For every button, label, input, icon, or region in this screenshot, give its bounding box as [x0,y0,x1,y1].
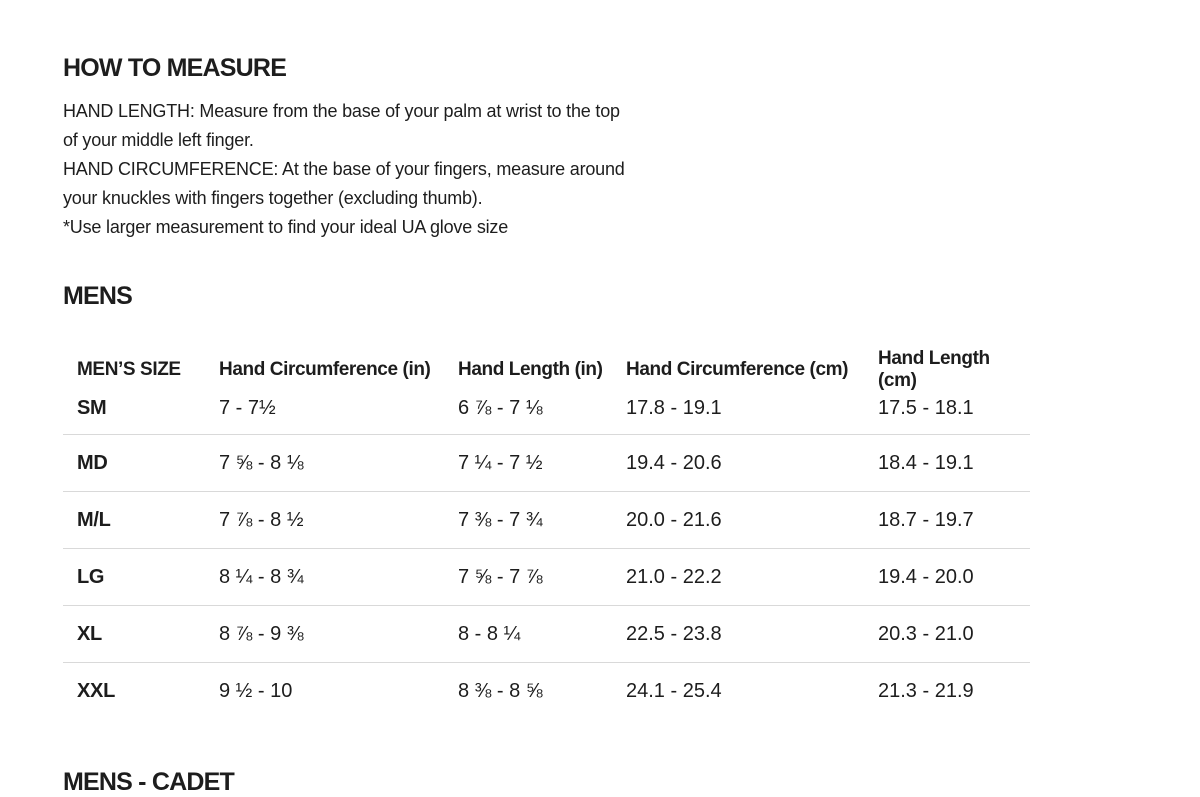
size-cell: M/L [63,492,219,549]
hand-length-instruction: HAND LENGTH: Measure from the base of your palm at wrist to the top of your middle left finger. [63,101,620,150]
larger-measurement-note: *Use larger measurement to find your ideal UA glove size [63,217,509,237]
mens-size-table [63,346,1030,719]
circumference-in-cell: 9 ½ - 10 [219,663,458,720]
table-row [63,663,1030,720]
length-cm-cell: 18.4 - 19.1 [878,435,1030,492]
length-in-cell: 7 ¼ - 7 ½ [458,435,626,492]
length-in-cell: 8 - 8 ¼ [458,606,626,663]
circumference-in-cell: 7 - 7½ [219,397,276,419]
table-row [63,394,1030,435]
mens-cadet-heading: MENS - CADET [63,768,234,796]
mens-heading: MENS [63,282,133,310]
column-header-size: MEN’S SIZE [77,359,181,380]
length-cm-cell: 21.3 - 21.9 [878,663,1030,720]
size-cell: XL [63,606,219,663]
circumference-cm-cell: 20.0 - 21.6 [626,492,878,549]
column-header-length-cm: Hand Length (cm) [878,348,990,391]
length-in-cell: 6 ⅞ - 7 ⅛ [458,397,543,419]
length-cm-cell: 18.7 - 19.7 [878,492,1030,549]
length-cm-cell: 19.4 - 20.0 [878,549,1030,606]
size-cell: MD [63,435,219,492]
table-row [63,435,1030,492]
circumference-in-cell: 7 ⅞ - 8 ½ [219,492,458,549]
length-in-cell: 7 ⅝ - 7 ⅞ [458,549,626,606]
table-row [63,549,1030,606]
circumference-in-cell: 8 ¼ - 8 ¾ [219,549,458,606]
table-row [63,606,1030,663]
length-in-cell: 8 ⅜ - 8 ⅝ [458,663,626,720]
column-header-circumference-cm: Hand Circumference (cm) [626,359,849,380]
size-cell: XXL [63,663,219,720]
circumference-cm-cell: 17.8 - 19.1 [626,397,722,419]
size-cell: LG [63,549,219,606]
circumference-in-cell: 7 ⅝ - 8 ⅛ [219,435,458,492]
column-header-length-in: Hand Length (in) [458,359,603,380]
how-to-measure-heading: HOW TO MEASURE [63,54,287,82]
circumference-cm-cell: 21.0 - 22.2 [626,549,878,606]
measure-instructions [63,97,633,242]
circumference-cm-cell: 24.1 - 25.4 [626,663,878,720]
circumference-cm-cell: 19.4 - 20.6 [626,435,878,492]
length-in-cell: 7 ⅜ - 7 ¾ [458,492,626,549]
circumference-cm-cell: 22.5 - 23.8 [626,606,878,663]
table-header-row [63,346,1030,394]
length-cm-cell: 17.5 - 18.1 [878,397,974,419]
length-cm-cell: 20.3 - 21.0 [878,606,1030,663]
column-header-circumference-in: Hand Circumference (in) [219,359,431,380]
circumference-in-cell: 8 ⅞ - 9 ⅜ [219,606,458,663]
size-cell: SM [77,397,107,419]
table-row [63,492,1030,549]
hand-circumference-instruction: HAND CIRCUMFERENCE: At the base of your fingers, measure around your knuckles with fingers together (excluding thumb). [63,159,625,208]
